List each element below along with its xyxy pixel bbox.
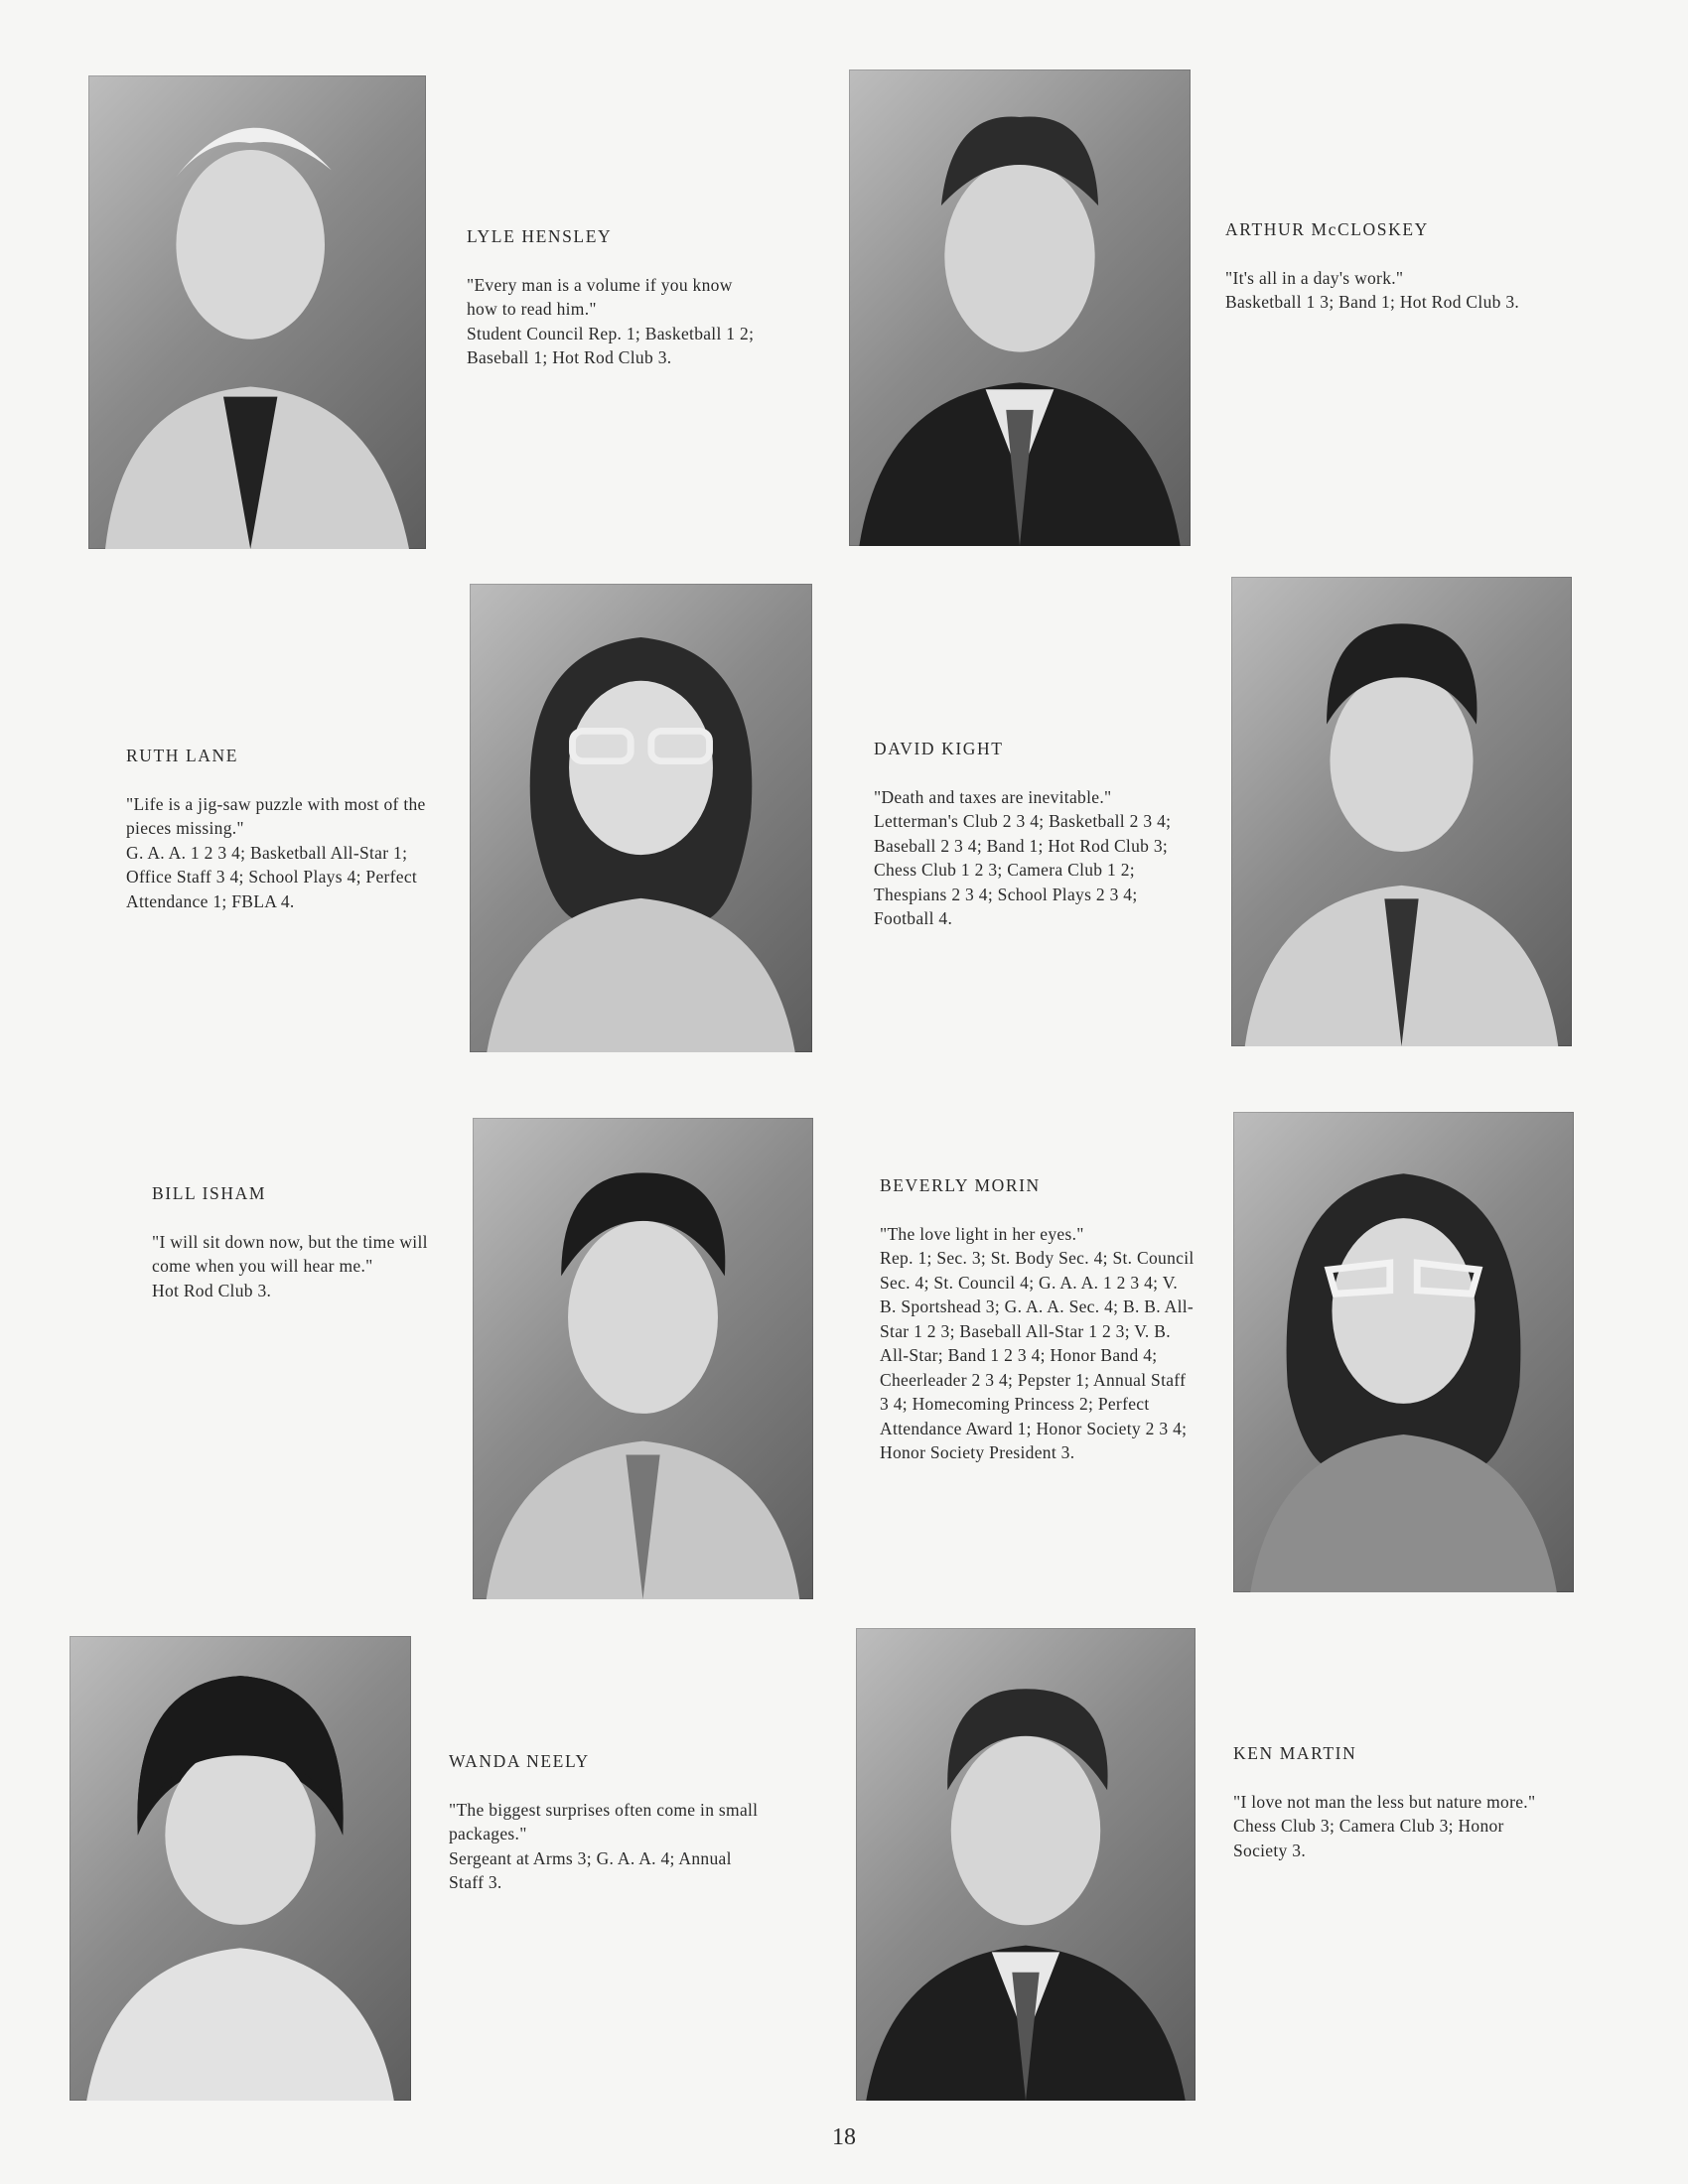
student-entry-lyle-hensley	[467, 224, 765, 370]
student-name: DAVID KIGHT	[874, 739, 1004, 758]
portrait-silhouette-icon	[1231, 577, 1572, 1046]
student-quote: "Every man is a volume if you know how to read him."	[467, 274, 733, 319]
portrait-photo-ruth-lane	[470, 584, 812, 1052]
student-quote: "The biggest surprises often come in small packages."	[449, 1799, 759, 1843]
portrait-silhouette-icon	[70, 1636, 411, 2101]
student-activities: Rep. 1; Sec. 3; St. Body Sec. 4; St. Council Sec. 4; St. Council 4; G. A. A. 1 2 3 4; V. B. Sportshead 3; G. A. A. Sec. 4; B. B. All-Star 1 2 3; Baseball All-Star 1 2 3; V. B. All-Star; Band 1 2 3 4; Honor Band 4; Cheerleader 2 3 4; Pepster 1; Annual Staff 3 4; Homecoming Princess 2; Perfect Attendance Award 1; Honor Society 2 3 4; Honor Society President 3.	[880, 1248, 1195, 1462]
student-name: ARTHUR McCLOSKEY	[1225, 219, 1429, 239]
portrait-photo-wanda-neely	[70, 1636, 411, 2101]
portrait-silhouette-icon	[88, 75, 426, 549]
portrait-photo-beverly-morin	[1233, 1112, 1574, 1592]
student-name: BEVERLY MORIN	[880, 1175, 1041, 1195]
page-number: 18	[832, 2124, 856, 2150]
student-quote: "I will sit down now, but the time will come when you will hear me."	[152, 1231, 428, 1276]
student-entry-ken-martin	[1233, 1741, 1551, 1862]
portrait-silhouette-icon	[1233, 1112, 1574, 1592]
student-name: RUTH LANE	[126, 746, 239, 765]
student-entry-beverly-morin	[880, 1173, 1197, 1465]
portrait-silhouette-icon	[470, 584, 812, 1052]
portrait-photo-david-kight	[1231, 577, 1572, 1046]
student-name: KEN MARTIN	[1233, 1743, 1357, 1763]
student-entry-ruth-lane	[126, 744, 434, 913]
student-activities: Student Council Rep. 1; Basketball 1 2; Baseball 1; Hot Rod Club 3.	[467, 323, 755, 367]
student-name: LYLE HENSLEY	[467, 226, 613, 246]
student-entry-arthur-mccloskey	[1225, 217, 1523, 315]
student-activities: Hot Rod Club 3.	[152, 1280, 272, 1300]
student-quote: "It's all in a day's work."	[1225, 267, 1404, 288]
student-activities: Letterman's Club 2 3 4; Basketball 2 3 4; Baseball 2 3 4; Band 1; Hot Rod Club 3; Chess Club 1 2 3; Camera Club 1 2; Thespians 2 3 4; School Plays 2 3 4; Football 4.	[874, 811, 1172, 928]
portrait-photo-lyle-hensley	[88, 75, 426, 549]
student-quote: "Death and taxes are inevitable."	[874, 786, 1112, 807]
portrait-silhouette-icon	[849, 69, 1191, 546]
portrait-silhouette-icon	[473, 1118, 813, 1599]
student-name: BILL ISHAM	[152, 1183, 267, 1203]
portrait-photo-ken-martin	[856, 1628, 1196, 2101]
student-entry-bill-isham	[152, 1181, 450, 1302]
portrait-photo-bill-isham	[473, 1118, 813, 1599]
student-activities: G. A. A. 1 2 3 4; Basketball All-Star 1; Office Staff 3 4; School Plays 4; Perfect Attendance 1; FBLA 4.	[126, 842, 418, 911]
portrait-silhouette-icon	[856, 1628, 1196, 2101]
student-activities: Chess Club 3; Camera Club 3; Honor Society 3.	[1233, 1816, 1504, 1860]
student-entry-wanda-neely	[449, 1749, 767, 1895]
student-quote: "The love light in her eyes."	[880, 1223, 1084, 1244]
portrait-photo-arthur-mccloskey	[849, 69, 1191, 546]
student-entry-david-kight	[874, 737, 1192, 931]
student-quote: "I love not man the less but nature more."	[1233, 1791, 1536, 1812]
student-activities: Sergeant at Arms 3; G. A. A. 4; Annual Staff 3.	[449, 1847, 732, 1892]
student-name: WANDA NEELY	[449, 1751, 590, 1771]
student-quote: "Life is a jig-saw puzzle with most of the pieces missing."	[126, 793, 426, 838]
student-activities: Basketball 1 3; Band 1; Hot Rod Club 3.	[1225, 292, 1520, 312]
